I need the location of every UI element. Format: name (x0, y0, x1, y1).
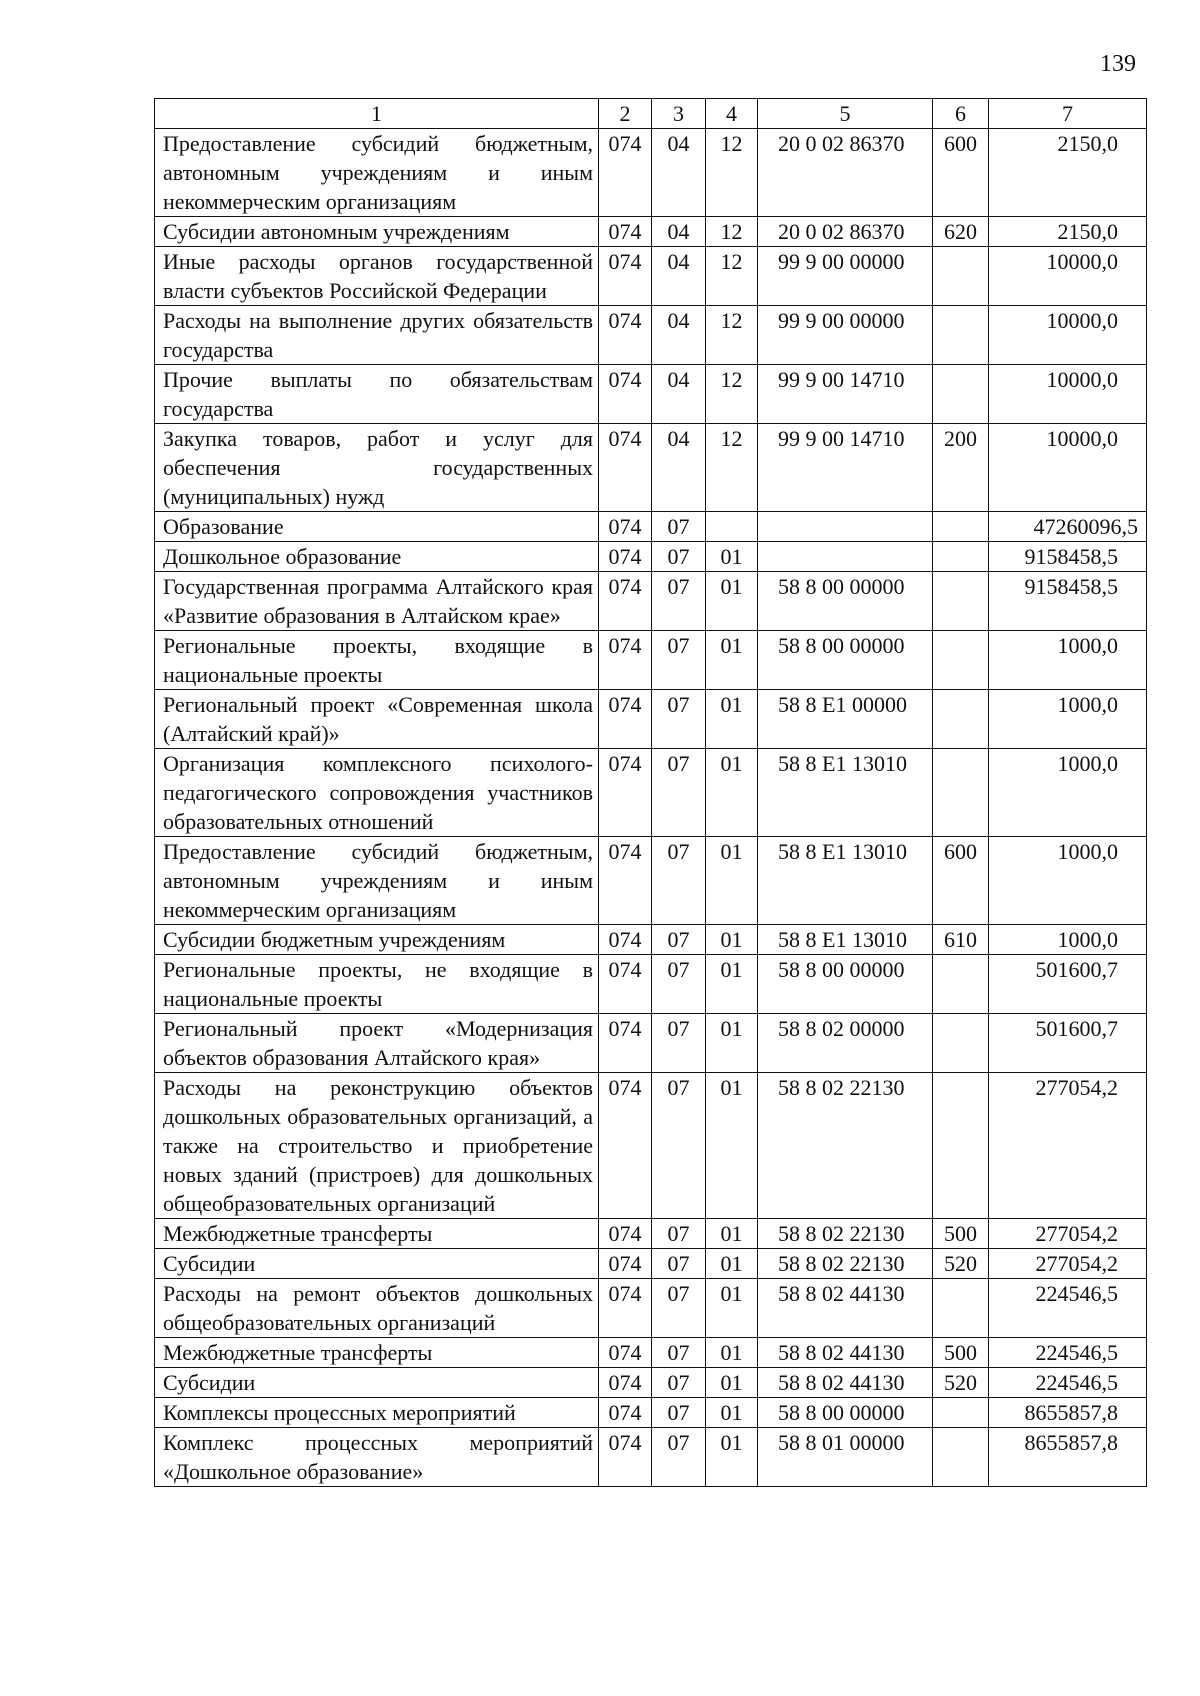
ministry-code-cell: 074 (599, 1073, 652, 1219)
row-name-cell: Комплексы процессных мероприятий (155, 1398, 599, 1428)
target-item-cell: 58 8 02 44130 (758, 1279, 933, 1338)
expense-type-cell (933, 365, 989, 424)
section-cell: 07 (652, 1368, 706, 1398)
target-item-cell: 58 8 00 00000 (758, 572, 933, 631)
section-cell: 07 (652, 1428, 706, 1487)
row-name-cell: Региональный проект «Современная школа (Алтайский край)» (155, 690, 599, 749)
section-cell: 07 (652, 690, 706, 749)
section-cell: 07 (652, 1219, 706, 1249)
amount-cell: 1000,0 (989, 837, 1147, 925)
row-name-cell: Дошкольное образование (155, 542, 599, 572)
table-row (155, 365, 1147, 424)
table-row (155, 1428, 1147, 1487)
target-item-cell: 58 8 02 22130 (758, 1073, 933, 1219)
subsection-cell: 01 (706, 1398, 758, 1428)
row-name-cell: Региональный проект «Модернизация объектов образования Алтайского края» (155, 1014, 599, 1073)
expense-type-cell: 520 (933, 1249, 989, 1279)
amount-cell: 10000,0 (989, 306, 1147, 365)
section-cell: 07 (652, 1014, 706, 1073)
ministry-code-cell: 074 (599, 1014, 652, 1073)
section-cell: 07 (652, 1279, 706, 1338)
row-name-cell: Комплекс процессных мероприятий «Дошкольное образование» (155, 1428, 599, 1487)
amount-cell: 501600,7 (989, 1014, 1147, 1073)
expense-type-cell: 200 (933, 424, 989, 512)
subsection-cell: 01 (706, 1014, 758, 1073)
table-row (155, 247, 1147, 306)
row-name-cell: Расходы на реконструкцию объектов дошкольных образовательных организаций, а также на строительство и приобретение новых зданий (пристроев) для дошкольных общеобразовательных организаций (155, 1073, 599, 1219)
target-item-cell: 20 0 02 86370 (758, 129, 933, 217)
row-name-cell: Межбюджетные трансферты (155, 1338, 599, 1368)
subsection-cell: 12 (706, 247, 758, 306)
target-item-cell: 58 8 E1 13010 (758, 749, 933, 837)
ministry-code-cell: 074 (599, 955, 652, 1014)
subsection-cell (706, 512, 758, 542)
table-row (155, 749, 1147, 837)
table-body (155, 129, 1147, 1487)
amount-cell: 501600,7 (989, 955, 1147, 1014)
expense-type-cell (933, 572, 989, 631)
target-item-cell: 58 8 02 00000 (758, 1014, 933, 1073)
section-cell: 07 (652, 1249, 706, 1279)
table-row (155, 955, 1147, 1014)
ministry-code-cell: 074 (599, 1338, 652, 1368)
amount-cell: 1000,0 (989, 749, 1147, 837)
section-cell: 04 (652, 365, 706, 424)
budget-table (154, 98, 1147, 1487)
amount-cell: 2150,0 (989, 129, 1147, 217)
amount-cell: 277054,2 (989, 1073, 1147, 1219)
row-name-cell: Расходы на выполнение других обязательств государства (155, 306, 599, 365)
section-cell: 07 (652, 925, 706, 955)
expense-type-cell (933, 690, 989, 749)
expense-type-cell: 520 (933, 1368, 989, 1398)
expense-type-cell (933, 1279, 989, 1338)
target-item-cell: 99 9 00 14710 (758, 365, 933, 424)
table-row (155, 217, 1147, 247)
row-name-cell: Субсидии (155, 1368, 599, 1398)
table-row (155, 572, 1147, 631)
table-row (155, 1249, 1147, 1279)
section-cell: 07 (652, 572, 706, 631)
amount-cell: 8655857,8 (989, 1398, 1147, 1428)
column-header: 7 (989, 99, 1147, 129)
target-item-cell: 99 9 00 00000 (758, 306, 933, 365)
ministry-code-cell: 074 (599, 925, 652, 955)
expense-type-cell (933, 247, 989, 306)
expense-type-cell: 500 (933, 1219, 989, 1249)
subsection-cell: 01 (706, 1249, 758, 1279)
amount-cell: 9158458,5 (989, 542, 1147, 572)
header-row (155, 99, 1147, 129)
subsection-cell: 12 (706, 424, 758, 512)
amount-cell: 277054,2 (989, 1219, 1147, 1249)
amount-cell: 10000,0 (989, 365, 1147, 424)
expense-type-cell (933, 512, 989, 542)
section-cell: 07 (652, 837, 706, 925)
expense-type-cell (933, 1398, 989, 1428)
section-cell: 07 (652, 1073, 706, 1219)
page-number: 139 (1100, 51, 1136, 77)
section-cell: 07 (652, 512, 706, 542)
row-name-cell: Прочие выплаты по обязательствам государства (155, 365, 599, 424)
column-header: 1 (155, 99, 599, 129)
target-item-cell: 58 8 02 22130 (758, 1249, 933, 1279)
section-cell: 04 (652, 424, 706, 512)
table-row (155, 1338, 1147, 1368)
amount-cell: 9158458,5 (989, 572, 1147, 631)
subsection-cell: 01 (706, 749, 758, 837)
target-item-cell: 58 8 02 44130 (758, 1368, 933, 1398)
ministry-code-cell: 074 (599, 1219, 652, 1249)
expense-type-cell: 600 (933, 129, 989, 217)
subsection-cell: 01 (706, 837, 758, 925)
amount-cell: 1000,0 (989, 690, 1147, 749)
amount-cell: 10000,0 (989, 424, 1147, 512)
ministry-code-cell: 074 (599, 1428, 652, 1487)
ministry-code-cell: 074 (599, 690, 652, 749)
target-item-cell: 20 0 02 86370 (758, 217, 933, 247)
expense-type-cell (933, 1073, 989, 1219)
amount-cell: 47260096,5 (989, 512, 1147, 542)
subsection-cell: 01 (706, 955, 758, 1014)
subsection-cell: 01 (706, 690, 758, 749)
section-cell: 07 (652, 749, 706, 837)
target-item-cell: 99 9 00 00000 (758, 247, 933, 306)
ministry-code-cell: 074 (599, 749, 652, 837)
subsection-cell: 01 (706, 925, 758, 955)
amount-cell: 224546,5 (989, 1368, 1147, 1398)
section-cell: 04 (652, 247, 706, 306)
amount-cell: 224546,5 (989, 1279, 1147, 1338)
table-row (155, 631, 1147, 690)
row-name-cell: Государственная программа Алтайского края «Развитие образования в Алтайском крае» (155, 572, 599, 631)
section-cell: 07 (652, 542, 706, 572)
amount-cell: 224546,5 (989, 1338, 1147, 1368)
expense-type-cell (933, 749, 989, 837)
table-row (155, 1279, 1147, 1338)
column-header: 3 (652, 99, 706, 129)
subsection-cell: 12 (706, 365, 758, 424)
row-name-cell: Организация комплексного психолого-педагогического сопровождения участников образовательных отношений (155, 749, 599, 837)
target-item-cell: 58 8 02 22130 (758, 1219, 933, 1249)
column-header: 5 (758, 99, 933, 129)
expense-type-cell (933, 631, 989, 690)
subsection-cell: 01 (706, 1219, 758, 1249)
expense-type-cell (933, 306, 989, 365)
ministry-code-cell: 074 (599, 365, 652, 424)
row-name-cell: Закупка товаров, работ и услуг для обеспечения государственных (муниципальных) нужд (155, 424, 599, 512)
row-name-cell: Субсидии (155, 1249, 599, 1279)
target-item-cell: 58 8 00 00000 (758, 955, 933, 1014)
subsection-cell: 01 (706, 542, 758, 572)
subsection-cell: 12 (706, 217, 758, 247)
expense-type-cell (933, 1014, 989, 1073)
ministry-code-cell: 074 (599, 512, 652, 542)
subsection-cell: 12 (706, 129, 758, 217)
subsection-cell: 01 (706, 1428, 758, 1487)
expense-type-cell: 610 (933, 925, 989, 955)
target-item-cell: 58 8 E1 13010 (758, 925, 933, 955)
subsection-cell: 01 (706, 631, 758, 690)
section-cell: 07 (652, 631, 706, 690)
table-row (155, 925, 1147, 955)
expense-type-cell: 620 (933, 217, 989, 247)
section-cell: 04 (652, 217, 706, 247)
table-row (155, 129, 1147, 217)
ministry-code-cell: 074 (599, 1368, 652, 1398)
subsection-cell: 12 (706, 306, 758, 365)
row-name-cell: Региональные проекты, не входящие в национальные проекты (155, 955, 599, 1014)
ministry-code-cell: 074 (599, 542, 652, 572)
row-name-cell: Субсидии автономным учреждениям (155, 217, 599, 247)
expense-type-cell: 500 (933, 1338, 989, 1368)
row-name-cell: Предоставление субсидий бюджетным, автономным учреждениям и иным некоммерческим организациям (155, 129, 599, 217)
row-name-cell: Предоставление субсидий бюджетным, автономным учреждениям и иным некоммерческим организациям (155, 837, 599, 925)
ministry-code-cell: 074 (599, 572, 652, 631)
target-item-cell: 58 8 00 00000 (758, 1398, 933, 1428)
section-cell: 07 (652, 1338, 706, 1368)
ministry-code-cell: 074 (599, 1279, 652, 1338)
target-item-cell (758, 542, 933, 572)
amount-cell: 1000,0 (989, 631, 1147, 690)
table-row (155, 1398, 1147, 1428)
amount-cell: 8655857,8 (989, 1428, 1147, 1487)
section-cell: 04 (652, 129, 706, 217)
ministry-code-cell: 074 (599, 424, 652, 512)
row-name-cell: Региональные проекты, входящие в национальные проекты (155, 631, 599, 690)
table-row (155, 306, 1147, 365)
table-row (155, 1368, 1147, 1398)
column-header: 6 (933, 99, 989, 129)
ministry-code-cell: 074 (599, 306, 652, 365)
table-row (155, 1073, 1147, 1219)
target-item-cell: 58 8 02 44130 (758, 1338, 933, 1368)
subsection-cell: 01 (706, 1279, 758, 1338)
subsection-cell: 01 (706, 1338, 758, 1368)
target-item-cell (758, 512, 933, 542)
ministry-code-cell: 074 (599, 129, 652, 217)
row-name-cell: Иные расходы органов государственной власти субъектов Российской Федерации (155, 247, 599, 306)
ministry-code-cell: 074 (599, 837, 652, 925)
subsection-cell: 01 (706, 572, 758, 631)
row-name-cell: Образование (155, 512, 599, 542)
ministry-code-cell: 074 (599, 1398, 652, 1428)
target-item-cell: 99 9 00 14710 (758, 424, 933, 512)
amount-cell: 1000,0 (989, 925, 1147, 955)
table-row (155, 542, 1147, 572)
ministry-code-cell: 074 (599, 1249, 652, 1279)
column-header: 4 (706, 99, 758, 129)
target-item-cell: 58 8 E1 00000 (758, 690, 933, 749)
amount-cell: 2150,0 (989, 217, 1147, 247)
section-cell: 04 (652, 306, 706, 365)
table-row (155, 1219, 1147, 1249)
table-row (155, 1014, 1147, 1073)
table-row (155, 690, 1147, 749)
section-cell: 07 (652, 1398, 706, 1428)
target-item-cell: 58 8 E1 13010 (758, 837, 933, 925)
expense-type-cell: 600 (933, 837, 989, 925)
expense-type-cell (933, 1428, 989, 1487)
row-name-cell: Субсидии бюджетным учреждениям (155, 925, 599, 955)
table-row (155, 837, 1147, 925)
table-row (155, 424, 1147, 512)
table-row (155, 512, 1147, 542)
amount-cell: 10000,0 (989, 247, 1147, 306)
row-name-cell: Межбюджетные трансферты (155, 1219, 599, 1249)
ministry-code-cell: 074 (599, 247, 652, 306)
expense-type-cell (933, 542, 989, 572)
ministry-code-cell: 074 (599, 217, 652, 247)
column-header: 2 (599, 99, 652, 129)
subsection-cell: 01 (706, 1073, 758, 1219)
section-cell: 07 (652, 955, 706, 1014)
target-item-cell: 58 8 01 00000 (758, 1428, 933, 1487)
ministry-code-cell: 074 (599, 631, 652, 690)
row-name-cell: Расходы на ремонт объектов дошкольных общеобразовательных организаций (155, 1279, 599, 1338)
expense-type-cell (933, 955, 989, 1014)
subsection-cell: 01 (706, 1368, 758, 1398)
target-item-cell: 58 8 00 00000 (758, 631, 933, 690)
amount-cell: 277054,2 (989, 1249, 1147, 1279)
